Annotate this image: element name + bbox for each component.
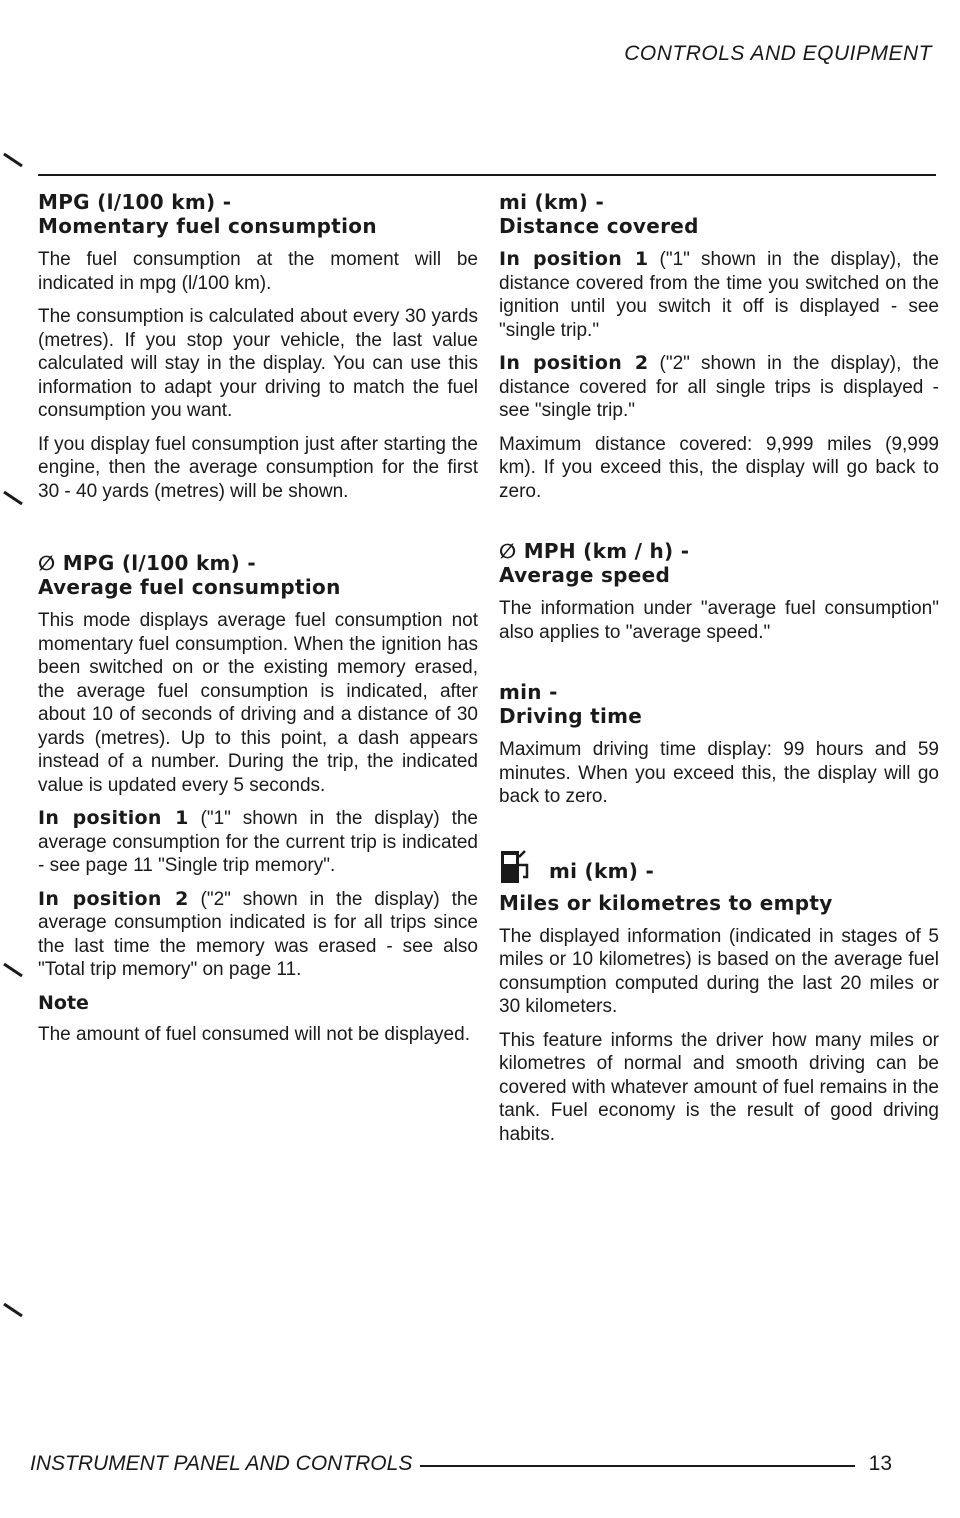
- position-label: In position 2: [38, 887, 189, 910]
- section-heading: ∅ MPG (l/100 km) - Average fuel consumption: [38, 551, 341, 599]
- fuel-pump-icon: [499, 845, 531, 885]
- page-number: 13: [868, 1452, 892, 1475]
- paragraph: The consumption is calculated about every 30 yards (metres). If you stop your vehicle, the last value calculated will stay in the display. You can use this information to adapt your driving to match the fuel consumption you want.: [38, 306, 478, 421]
- paragraph: In position 2 ("2" shown in the display), the distance covered for all single trips is displayed - see "single trip.": [499, 352, 939, 421]
- paragraph: The fuel consumption at the moment will be indicated in mpg (l/100 km).: [38, 249, 478, 294]
- section-heading: MPG (l/100 km) - Momentary fuel consumption: [38, 190, 377, 238]
- section-heading: min - Driving time: [499, 680, 643, 728]
- paragraph: If you display fuel consumption just after starting the engine, then the average consumption for the first 30 - 40 yards (metres) will be shown.: [38, 433, 478, 502]
- section-heading: ∅ MPH (km / h) - Average speed: [499, 539, 690, 587]
- range-heading-row: [499, 845, 939, 885]
- page-footer: [30, 1452, 892, 1476]
- left-column: [38, 190, 478, 1083]
- note-text: The amount of fuel consumed will not be displayed.: [38, 1024, 470, 1045]
- position-label: In position 2: [499, 352, 649, 374]
- paragraph: In position 1 ("1" shown in the display) the average consumption for the current trip is indicated - see page 11 "Single trip memory".: [38, 807, 478, 876]
- section-subheading: Miles or kilometres to empty: [499, 890, 833, 915]
- footer-rule: [420, 1465, 854, 1467]
- section-heading: mi (km) - Distance covered: [499, 190, 699, 238]
- margin-mark: [2, 960, 24, 978]
- margin-mark: [2, 1300, 24, 1318]
- position-label: In position 1: [499, 248, 649, 270]
- distance-covered-section: [499, 190, 939, 503]
- paragraph: Maximum distance covered: 9,999 miles (9,999 km). If you exceed this, the display will go back to zero.: [499, 433, 939, 502]
- paragraph: In position 2 ("2" shown in the display) the average consumption indicated is for all trips since the last time the memory was erased - see also "Total trip memory" on page 11.: [38, 887, 478, 980]
- right-column: [499, 190, 939, 1182]
- position-label: In position 1: [38, 807, 189, 829]
- range-to-empty-section: [499, 845, 939, 1147]
- note-heading: Note: [38, 991, 89, 1014]
- footer-chapter: INSTRUMENT PANEL AND CONTROLS: [30, 1452, 413, 1475]
- header-rule: [38, 174, 936, 176]
- paragraph: In position 1 ("1" shown in the display), the distance covered from the time you switched on the ignition until you switch it off is displayed - see "single trip.": [499, 248, 939, 341]
- momentary-consumption-section: [38, 190, 478, 503]
- average-consumption-section: [38, 551, 478, 1047]
- section-heading: mi (km) -: [549, 858, 655, 883]
- paragraph: The displayed information (indicated in stages of 5 miles or 10 kilometres) is based on the average fuel consumption computed during the last 20 miles or 30 kilometers.: [499, 925, 939, 1017]
- running-header: CONTROLS AND EQUIPMENT: [624, 42, 932, 65]
- paragraph: The information under "average fuel consumption" also applies to "average speed.": [499, 598, 939, 643]
- average-speed-section: [499, 539, 939, 644]
- driving-time-section: [499, 680, 939, 809]
- paragraph: This feature informs the driver how many miles or kilometres of normal and smooth driving can be covered with whatever amount of fuel remains in the tank. Fuel economy is the result of good driving habits.: [499, 1029, 939, 1145]
- margin-mark: [2, 488, 24, 506]
- margin-mark: [2, 150, 24, 168]
- paragraph: Maximum driving time display: 99 hours and 59 minutes. When you exceed this, the display will go back to zero.: [499, 739, 939, 807]
- paragraph: This mode displays average fuel consumption not momentary fuel consumption. When the ignition has been switched on or the existing memory erased, the average fuel consumption is indicated, after about 10 of seconds of driving and a distance of 30 yards (metres). Up to this point, a dash appears instead of a number. During the trip, the indicated value is updated every 5 seconds.: [38, 610, 478, 796]
